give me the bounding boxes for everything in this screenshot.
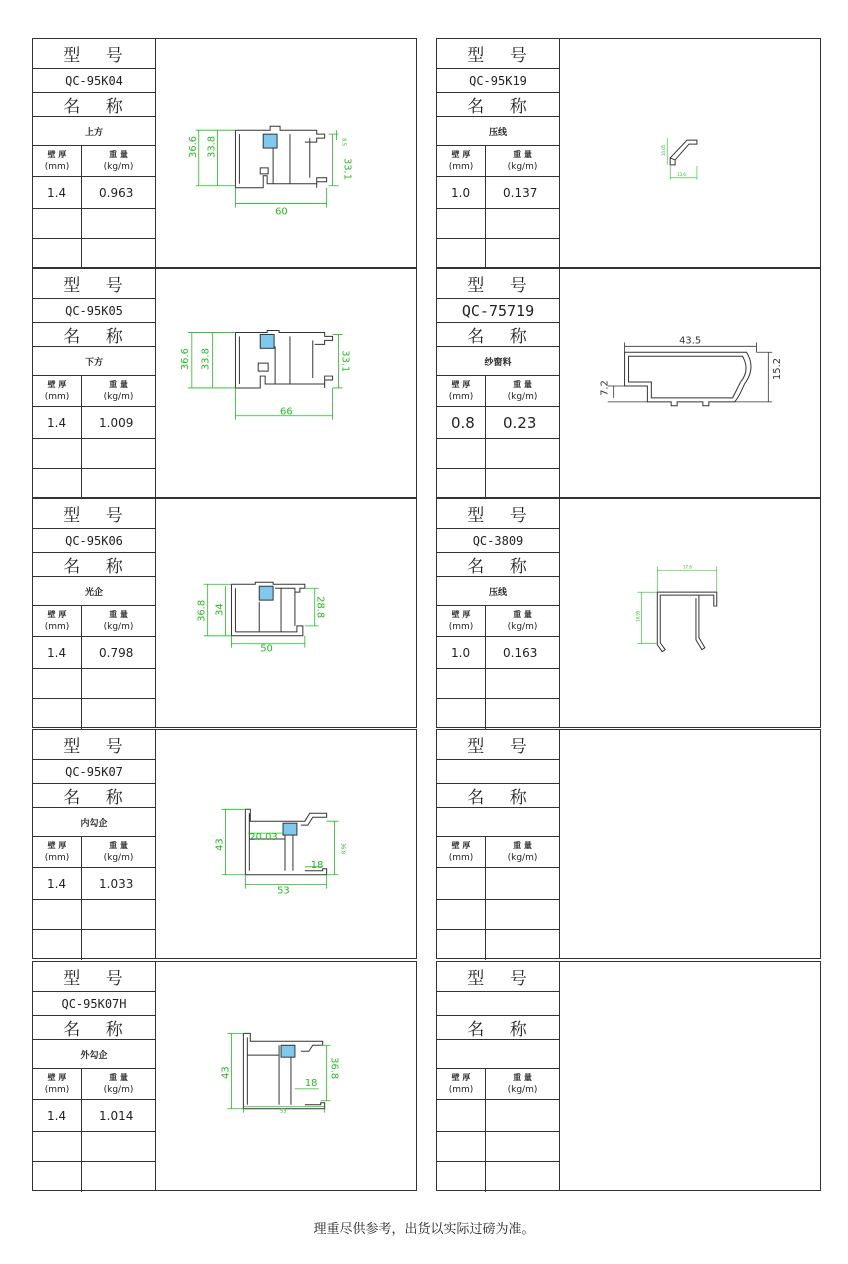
weight-unit: (kg/m) xyxy=(507,853,538,863)
dim-label: 18 xyxy=(304,1077,318,1089)
profile-card xyxy=(436,268,821,498)
blank-row xyxy=(33,699,155,729)
blank-row xyxy=(33,209,155,239)
weight-unit: (kg/m) xyxy=(507,162,538,172)
profile-card xyxy=(32,961,417,1191)
weight-unit: (kg/m) xyxy=(103,392,134,402)
profile-name: 压线 xyxy=(437,577,559,606)
thickness-label: 壁 厚 xyxy=(47,610,67,619)
weight-value: 0.137 xyxy=(503,185,538,200)
spec-value-row xyxy=(33,637,155,669)
weight-value xyxy=(486,868,559,899)
dim-label: 13.6 xyxy=(677,171,686,177)
name-header: 名 称 xyxy=(437,1016,559,1040)
weight-label: 重 量 xyxy=(513,610,532,619)
dim-label: 36.6 xyxy=(179,348,191,371)
name-header: 名 称 xyxy=(33,323,155,347)
model-header: 型 号 xyxy=(437,39,559,69)
dim-label: 33.1 xyxy=(339,350,351,373)
model-number: QC-3809 xyxy=(437,529,559,553)
blank-row xyxy=(33,1132,155,1162)
dim-label: 66 xyxy=(280,406,293,418)
name-header: 名 称 xyxy=(33,93,155,117)
dim-label: 43 xyxy=(214,838,226,851)
name-header: 名 称 xyxy=(437,323,559,347)
blank-row xyxy=(437,439,559,469)
name-header: 名 称 xyxy=(437,93,559,117)
model-header: 型 号 xyxy=(33,499,155,529)
profile-section-svg xyxy=(560,269,820,497)
thickness-unit: (mm) xyxy=(44,1085,70,1095)
profile-info-table xyxy=(437,499,560,727)
dim-label: 8.5 xyxy=(340,138,347,146)
profile-drawing xyxy=(156,39,416,267)
model-header: 型 号 xyxy=(33,730,155,760)
dim-label: 50 xyxy=(260,643,273,655)
weight-unit: (kg/m) xyxy=(507,392,538,402)
weight-unit: (kg/m) xyxy=(103,1085,134,1095)
dim-label: 36.6 xyxy=(187,135,199,158)
thickness-unit: (mm) xyxy=(448,853,474,863)
profile-info-table xyxy=(33,499,156,727)
thickness-label: 壁 厚 xyxy=(47,150,67,159)
thickness-unit: (mm) xyxy=(44,622,70,632)
model-header: 型 号 xyxy=(33,269,155,299)
dim-label: 33.8 xyxy=(206,135,218,158)
blank-row xyxy=(437,669,559,699)
thickness-label: 壁 厚 xyxy=(47,1073,67,1082)
spec-value-row xyxy=(33,868,155,900)
name-header: 名 称 xyxy=(33,553,155,577)
model-number: QC-95K07H xyxy=(33,992,155,1016)
weight-value: 0.798 xyxy=(99,645,134,660)
model-number: QC-95K04 xyxy=(33,69,155,93)
profile-name xyxy=(437,808,559,837)
profile-name: 外勾企 xyxy=(33,1040,155,1069)
spec-header-row xyxy=(33,606,155,637)
thickness-value: 1.4 xyxy=(33,407,82,438)
dim-label: 33.1 xyxy=(341,157,353,181)
profile-section-svg xyxy=(156,269,416,497)
model-number: QC-95K05 xyxy=(33,299,155,323)
thickness-value: 1.4 xyxy=(33,637,82,668)
profile-info-table xyxy=(437,269,560,497)
thickness-value: 1.0 xyxy=(437,177,486,208)
dim-label: 20.03 xyxy=(249,832,278,844)
dim-label: 7.2 xyxy=(599,380,611,396)
weight-unit: (kg/m) xyxy=(103,853,134,863)
dim-label: 36.8 xyxy=(328,1057,340,1080)
spec-value-row xyxy=(437,177,559,209)
profile-info-table xyxy=(437,962,560,1190)
profile-section-svg xyxy=(156,499,416,727)
name-header: 名 称 xyxy=(33,1016,155,1040)
spec-value-row xyxy=(33,407,155,439)
model-header: 型 号 xyxy=(437,730,559,760)
blank-row xyxy=(33,1162,155,1192)
profile-card xyxy=(436,498,821,728)
dim-label: 53 xyxy=(277,885,290,897)
profile-info-table xyxy=(437,730,560,958)
model-number: QC-95K07 xyxy=(33,760,155,784)
weight-label: 重 量 xyxy=(513,380,532,389)
profile-drawing xyxy=(156,499,416,727)
weight-label: 重 量 xyxy=(513,841,532,850)
profile-drawing xyxy=(560,730,820,958)
dim-label: 43.5 xyxy=(679,335,702,347)
spec-header-row xyxy=(437,606,559,637)
weight-unit: (kg/m) xyxy=(103,622,134,632)
profile-name: 下方 xyxy=(33,347,155,376)
profile-info-table xyxy=(33,730,156,958)
profile-name: 上方 xyxy=(33,117,155,146)
weight-label: 重 量 xyxy=(109,1073,128,1082)
thickness-label: 壁 厚 xyxy=(451,1073,471,1082)
model-header: 型 号 xyxy=(437,499,559,529)
profile-drawing xyxy=(560,499,820,727)
profile-card xyxy=(32,38,417,268)
thickness-value: 1.4 xyxy=(33,177,82,208)
weight-value: 0.163 xyxy=(503,645,538,660)
spec-value-row xyxy=(33,177,155,209)
profile-card xyxy=(32,729,417,959)
weight-label: 重 量 xyxy=(513,1073,532,1082)
dim-label: 33.8 xyxy=(200,348,212,371)
profile-name: 光企 xyxy=(33,577,155,606)
weight-value: 1.033 xyxy=(99,876,134,891)
profile-drawing xyxy=(560,962,820,1190)
spec-header-row xyxy=(437,837,559,868)
thickness-value: 1.0 xyxy=(437,637,486,668)
profile-card xyxy=(436,729,821,959)
blank-row xyxy=(437,1162,559,1192)
blank-row xyxy=(437,469,559,499)
spec-value-row xyxy=(437,407,559,439)
profile-name: 纱窗料 xyxy=(437,347,559,376)
profile-info-table xyxy=(437,39,560,267)
spec-value-row xyxy=(437,637,559,669)
thickness-unit: (mm) xyxy=(44,853,70,863)
dim-label: 43 xyxy=(220,1066,232,1079)
thickness-unit: (mm) xyxy=(448,162,474,172)
thickness-value: 1.4 xyxy=(33,868,82,899)
model-header: 型 号 xyxy=(33,39,155,69)
weight-value: 1.014 xyxy=(99,1108,134,1123)
weight-unit: (kg/m) xyxy=(507,622,538,632)
blank-row xyxy=(33,439,155,469)
profile-card xyxy=(32,268,417,498)
weight-value: 1.009 xyxy=(99,415,134,430)
model-header: 型 号 xyxy=(437,962,559,992)
profile-section-svg xyxy=(156,730,416,958)
thickness-unit: (mm) xyxy=(448,392,474,402)
profile-drawing xyxy=(156,269,416,497)
profile-section-svg xyxy=(156,962,416,1190)
blank-row xyxy=(33,239,155,269)
profile-section-svg xyxy=(156,39,416,267)
dim-label: 16.95 xyxy=(635,610,641,622)
spec-header-row xyxy=(33,837,155,868)
profile-name: 内勾企 xyxy=(33,808,155,837)
spec-header-row xyxy=(437,1069,559,1100)
thickness-label: 壁 厚 xyxy=(47,841,67,850)
profile-name xyxy=(437,1040,559,1069)
profile-drawing xyxy=(560,39,820,267)
profile-info-table xyxy=(33,269,156,497)
weight-label: 重 量 xyxy=(109,150,128,159)
profile-section-svg xyxy=(560,499,820,727)
thickness-label: 壁 厚 xyxy=(451,150,471,159)
blank-row xyxy=(33,469,155,499)
blank-row xyxy=(437,1132,559,1162)
model-header: 型 号 xyxy=(33,962,155,992)
spec-header-row xyxy=(33,376,155,407)
blank-row xyxy=(33,900,155,930)
profile-drawing xyxy=(156,730,416,958)
blank-row xyxy=(437,239,559,269)
weight-value xyxy=(486,1100,559,1131)
model-number: QC-95K06 xyxy=(33,529,155,553)
thickness-label: 壁 厚 xyxy=(451,380,471,389)
thickness-unit: (mm) xyxy=(448,622,474,632)
blank-row xyxy=(437,930,559,960)
weight-label: 重 量 xyxy=(109,610,128,619)
model-number xyxy=(437,992,559,1016)
profile-drawing xyxy=(156,962,416,1190)
weight-label: 重 量 xyxy=(109,380,128,389)
blank-row xyxy=(33,669,155,699)
spec-header-row xyxy=(33,146,155,177)
footer-note: 理重尽供参考，出货以实际过磅为准。 xyxy=(313,1222,535,1237)
thickness-label: 壁 厚 xyxy=(451,841,471,850)
profile-card xyxy=(32,498,417,728)
blank-row xyxy=(437,699,559,729)
blank-row xyxy=(437,900,559,930)
weight-label: 重 量 xyxy=(109,841,128,850)
profile-card xyxy=(436,961,821,1191)
spec-value-row xyxy=(437,868,559,900)
model-number: QC-75719 xyxy=(437,299,559,323)
thickness-unit: (mm) xyxy=(448,1085,474,1095)
blank-row xyxy=(437,209,559,239)
thickness-unit: (mm) xyxy=(44,162,70,172)
dim-label: 53 xyxy=(280,1108,287,1115)
profile-section-svg xyxy=(560,39,820,267)
model-number xyxy=(437,760,559,784)
dim-label: 60 xyxy=(275,206,288,218)
weight-unit: (kg/m) xyxy=(103,162,134,172)
spec-header-row xyxy=(33,1069,155,1100)
spec-header-row xyxy=(437,146,559,177)
spec-value-row xyxy=(437,1100,559,1132)
thickness-value xyxy=(437,868,486,899)
thickness-label: 壁 厚 xyxy=(451,610,471,619)
weight-label: 重 量 xyxy=(513,150,532,159)
name-header: 名 称 xyxy=(437,553,559,577)
model-number: QC-95K19 xyxy=(437,69,559,93)
dim-label: 34 xyxy=(214,603,226,616)
spec-header-row xyxy=(437,376,559,407)
blank-row xyxy=(33,930,155,960)
weight-value: 0.23 xyxy=(503,413,537,432)
dim-label: 36.8 xyxy=(339,843,346,855)
model-header: 型 号 xyxy=(437,269,559,299)
dim-label: 17.6 xyxy=(683,564,692,570)
name-header: 名 称 xyxy=(437,784,559,808)
profile-info-table xyxy=(33,962,156,1190)
weight-unit: (kg/m) xyxy=(507,1085,538,1095)
dim-label: 15.2 xyxy=(772,357,784,381)
dim-label: 10.05 xyxy=(661,144,667,156)
name-header: 名 称 xyxy=(33,784,155,808)
spec-value-row xyxy=(33,1100,155,1132)
dim-label: 28.8 xyxy=(314,596,326,619)
thickness-value: 1.4 xyxy=(33,1100,82,1131)
thickness-value: 0.8 xyxy=(437,407,486,438)
profile-name: 压线 xyxy=(437,117,559,146)
thickness-value xyxy=(437,1100,486,1131)
dim-label: 18 xyxy=(310,859,324,871)
weight-value: 0.963 xyxy=(99,185,134,200)
profile-drawing xyxy=(560,269,820,497)
profile-card xyxy=(436,38,821,268)
dim-label: 36.8 xyxy=(196,599,208,622)
profile-info-table xyxy=(33,39,156,267)
thickness-unit: (mm) xyxy=(44,392,70,402)
thickness-label: 壁 厚 xyxy=(47,380,67,389)
